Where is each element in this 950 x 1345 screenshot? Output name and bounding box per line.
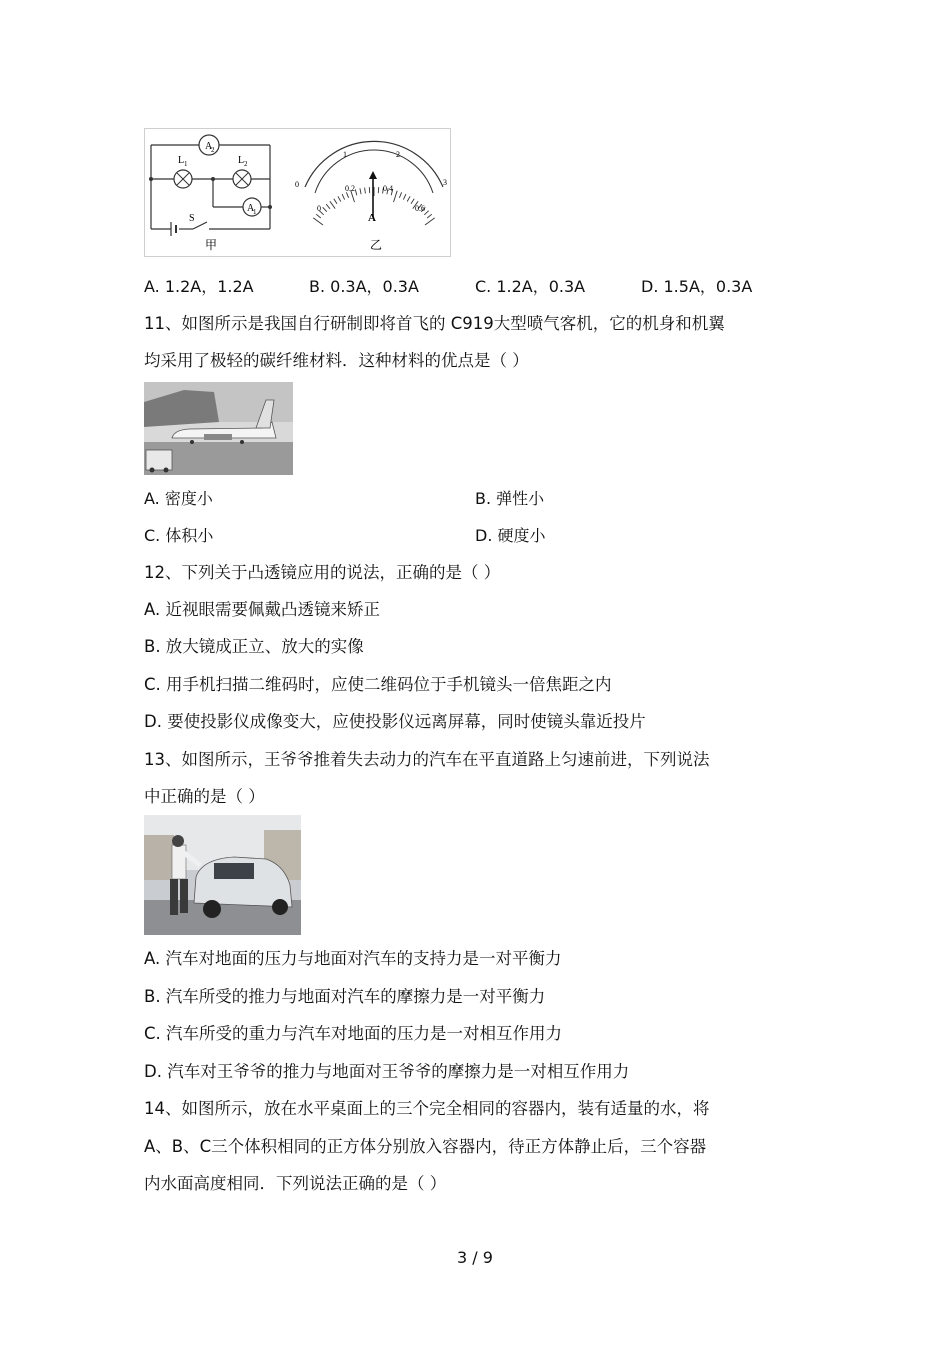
ammeter-dial (295, 141, 447, 252)
dial-tick (365, 188, 366, 194)
dial-tick (355, 189, 357, 195)
inner-tick-0-2: 0.2 (345, 184, 355, 193)
ammeter-a1-icon (243, 198, 261, 216)
a1-label: A (247, 203, 255, 214)
dial-tick (394, 191, 398, 202)
q13-option-c: C. 汽车所受的重力与汽车对地面的压力是一对相互作用力 (144, 1024, 563, 1043)
l2-subscript: 2 (244, 160, 248, 168)
l1-subscript: 1 (184, 160, 188, 168)
a1-subscript: 1 (253, 208, 257, 216)
dial-tick (411, 199, 414, 204)
q12-option-a: A. 近视眼需要佩戴凸透镜来矫正 (144, 600, 380, 619)
q13-option-a: A. 汽车对地面的压力与地面对汽车的支持力是一对平衡力 (144, 949, 562, 968)
circuit-and-ammeter-figure (144, 128, 451, 257)
q12-option-c: C. 用手机扫描二维码时，应使二维码位于手机镜头一倍焦距之内 (144, 675, 612, 694)
dial-tick (399, 192, 401, 198)
inner-tick-0-4: 0.4 (383, 184, 393, 193)
outer-tick-3: 3 (443, 178, 447, 187)
q11-option-b: B. 弹性小 (475, 489, 545, 508)
q11-stem-line1: 11、如图所示是我国自行研制即将首飞的 C919大型喷气客机，它的机身和机翼 (144, 314, 725, 333)
dial-tick (407, 196, 410, 201)
q14-stem-line2: A、B、C三个体积相同的正方体分别放入容器内，待正方体静止后，三个容器 (144, 1137, 707, 1156)
dial-tick (360, 188, 361, 194)
dial-tick (346, 192, 348, 198)
lamp-l1-icon (174, 155, 192, 188)
dial-tick (323, 207, 327, 211)
q12-option-b: B. 放大镜成正立、放大的实像 (144, 637, 364, 656)
ammeter-a2-icon (199, 135, 219, 155)
q12-stem: 12、下列关于凸透镜应用的说法，正确的是（ ） (144, 563, 501, 582)
q11-option-c: C. 体积小 (144, 526, 214, 545)
dial-tick (334, 199, 337, 204)
q13-option-d: D. 汽车对王爷爷的推力与地面对王爷爷的摩擦力是一对相互作用力 (144, 1062, 630, 1081)
q13-stem-line1: 13、如图所示，王爷爷推着失去动力的汽车在平直道路上匀速前进，下列说法 (144, 750, 710, 769)
l2-label: L (238, 155, 245, 166)
dial-tick (338, 196, 341, 201)
meter-unit: A (368, 212, 376, 224)
q10-option-d: D. 1.5A，0.3A (641, 277, 753, 296)
dial-tick (427, 214, 432, 218)
dial-tick (330, 201, 335, 208)
dial-tick (316, 214, 321, 218)
dial-tick (403, 194, 406, 200)
outer-tick-2: 2 (396, 150, 400, 159)
caption-jia: 甲 (205, 238, 218, 252)
car-push-photo (144, 815, 301, 935)
dial-tick (313, 218, 323, 225)
dial-tick (425, 218, 435, 225)
q14-stem-line1: 14、如图所示，放在水平桌面上的三个完全相同的容器内，装有适量的水，将 (144, 1099, 710, 1118)
q11-stem-line2: 均采用了极轻的碳纤维材料．这种材料的优点是（ ） (144, 351, 529, 370)
a2-subscript: 2 (211, 146, 215, 154)
q14-stem-line3: 内水面高度相同．下列说法正确的是（ ） (144, 1174, 447, 1193)
q13-option-b: B. 汽车所受的推力与地面对汽车的摩擦力是一对平衡力 (144, 987, 546, 1006)
caption-yi: 乙 (370, 238, 383, 252)
inner-tick-0-6: 0.6 (415, 204, 425, 213)
dial-tick (342, 194, 345, 200)
q10-option-b: B. 0.3A，0.3A (309, 277, 419, 296)
q11-option-d: D. 硬度小 (475, 526, 546, 545)
airplane-photo (144, 382, 293, 475)
q12-option-d: D. 要使投影仪成像变大，应使投影仪远离屏幕，同时使镜头靠近投片 (144, 712, 646, 731)
l1-label: L (178, 155, 185, 166)
q13-stem-line2: 中正确的是（ ） (144, 787, 265, 806)
outer-tick-0: 0 (295, 180, 299, 189)
q11-option-a: A. 密度小 (144, 489, 213, 508)
circuit-diagram (145, 129, 450, 256)
dial-tick (326, 204, 330, 209)
page-number: 3 / 9 (457, 1248, 493, 1267)
a2-label: A (205, 141, 213, 152)
q10-option-a: A. 1.2A，1.2A (144, 277, 254, 296)
switch-label: S (189, 213, 195, 224)
inner-tick-0: 0 (317, 204, 321, 213)
lamp-l2-icon (233, 155, 251, 188)
outer-tick-1: 1 (343, 150, 347, 159)
q10-option-c: C. 1.2A，0.3A (475, 277, 586, 296)
